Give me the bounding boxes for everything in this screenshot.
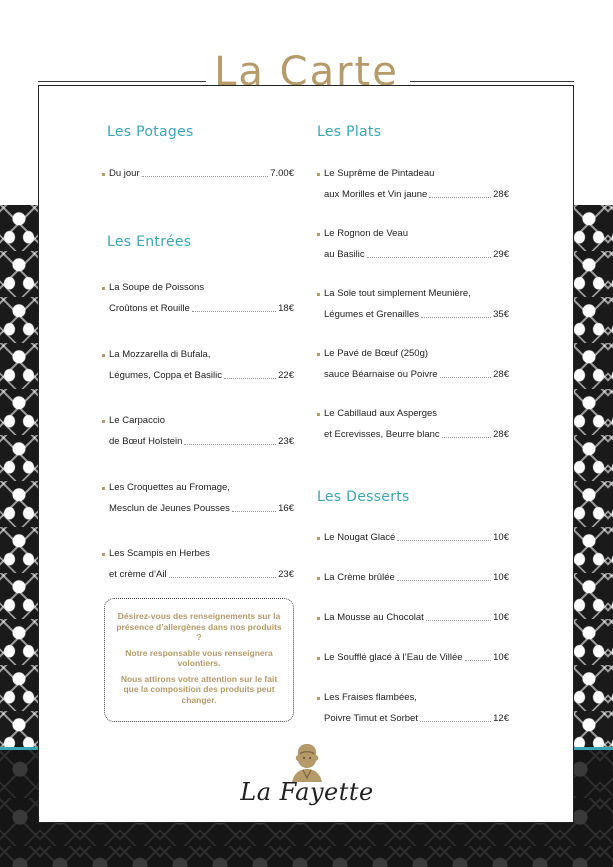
bullet-icon [317,577,320,580]
section-title-plats: Les Plats [317,124,382,140]
brand-logo-text: La Fayette [240,778,374,806]
bullet-icon [317,353,320,356]
bullet-icon [317,413,320,416]
allergen-question: Désirez-vous des renseignements sur la présence d’allergènes dans nos produits ? [116,611,282,642]
section-title-desserts: Les Desserts [317,489,410,505]
item-price: 10€ [493,652,509,663]
item-price: 10€ [493,612,509,623]
bullet-icon [102,420,105,423]
menu-item-plat-5: Le Cabillaud aux Asperges et Ecrevisses, Beurre blanc 28€ [317,403,509,445]
page-title: La Carte [214,52,399,85]
bullet-icon [102,173,105,176]
bullet-icon [317,173,320,176]
bullet-icon [317,617,320,620]
item-price: 18€ [278,303,294,314]
item-price: 10€ [493,572,509,583]
bullet-icon [317,233,320,236]
bullet-icon [317,657,320,660]
bullet-icon [102,487,105,490]
section-title-entrees: Les Entrées [107,234,192,250]
menu-item-dessert-3: La Mousse au Chocolat 10€ [317,607,509,628]
item-price: 7.00€ [270,168,294,179]
menu-item-dessert-5: Les Fraises flambées, Poivre Timut et Sorbet 12€ [317,687,509,729]
bullet-icon [317,293,320,296]
item-price: 23€ [278,569,294,580]
item-price: 28€ [493,189,509,200]
allergen-responsible: Notre responsable vous renseignera volontiers. [125,647,273,668]
menu-item-entree-5: Les Scampis en Herbes et crème d’Ail 23€ [102,543,294,585]
item-price: 12€ [493,713,509,724]
menu-item-plat-3: La Sole tout simplement Meunière, Légumes et Grenailles 35€ [317,283,509,325]
menu-item-dessert-4: Le Soufflé glacé à l’Eau de Villée 10€ [317,647,509,668]
menu-item-dessert-2: La Crème brûlée 10€ [317,567,509,588]
item-price: 23€ [278,436,294,447]
bullet-icon [317,697,320,700]
menu-item-plat-1: Le Suprême de Pintadeau aux Morilles et Vin jaune 28€ [317,163,509,205]
menu-item-entree-3: Le Carpaccio de Bœuf Holstein 23€ [102,410,294,452]
section-title-potages: Les Potages [107,124,194,140]
item-price: 16€ [278,503,294,514]
item-price: 29€ [493,249,509,260]
menu-item-entree-4: Les Croquettes au Fromage, Mesclun de Jeunes Pousses 16€ [102,477,294,519]
item-price: 28€ [493,429,509,440]
menu-item-potage-1: Du jour 7.00€ [102,163,294,184]
item-price: 28€ [493,369,509,380]
menu-item-entree-2: La Mozzarella di Bufala, Légumes, Coppa et Basilic 22€ [102,344,294,386]
bullet-icon [102,553,105,556]
allergen-info-box [104,598,294,722]
bullet-icon [102,287,105,290]
menu-item-dessert-1: Le Nougat Glacé 10€ [317,527,509,548]
menu-item-entree-1: La Soupe de Poissons Croûtons et Rouille 18€ [102,277,294,319]
item-price: 35€ [493,309,509,320]
menu-item-plat-4: Le Pavé de Bœuf (250g) sauce Béarnaise ou Poivre 28€ [317,343,509,385]
bullet-icon [317,537,320,540]
bullet-icon [102,354,105,357]
item-price: 22€ [278,370,294,381]
menu-item-plat-2: Le Rognon de Veau au Basilic 29€ [317,223,509,265]
allergen-notice: Nous attirons votre attention sur le fait que la composition des produits peut changer. [120,673,278,705]
lafayette-bust-icon [286,740,328,782]
item-price: 10€ [493,532,509,543]
